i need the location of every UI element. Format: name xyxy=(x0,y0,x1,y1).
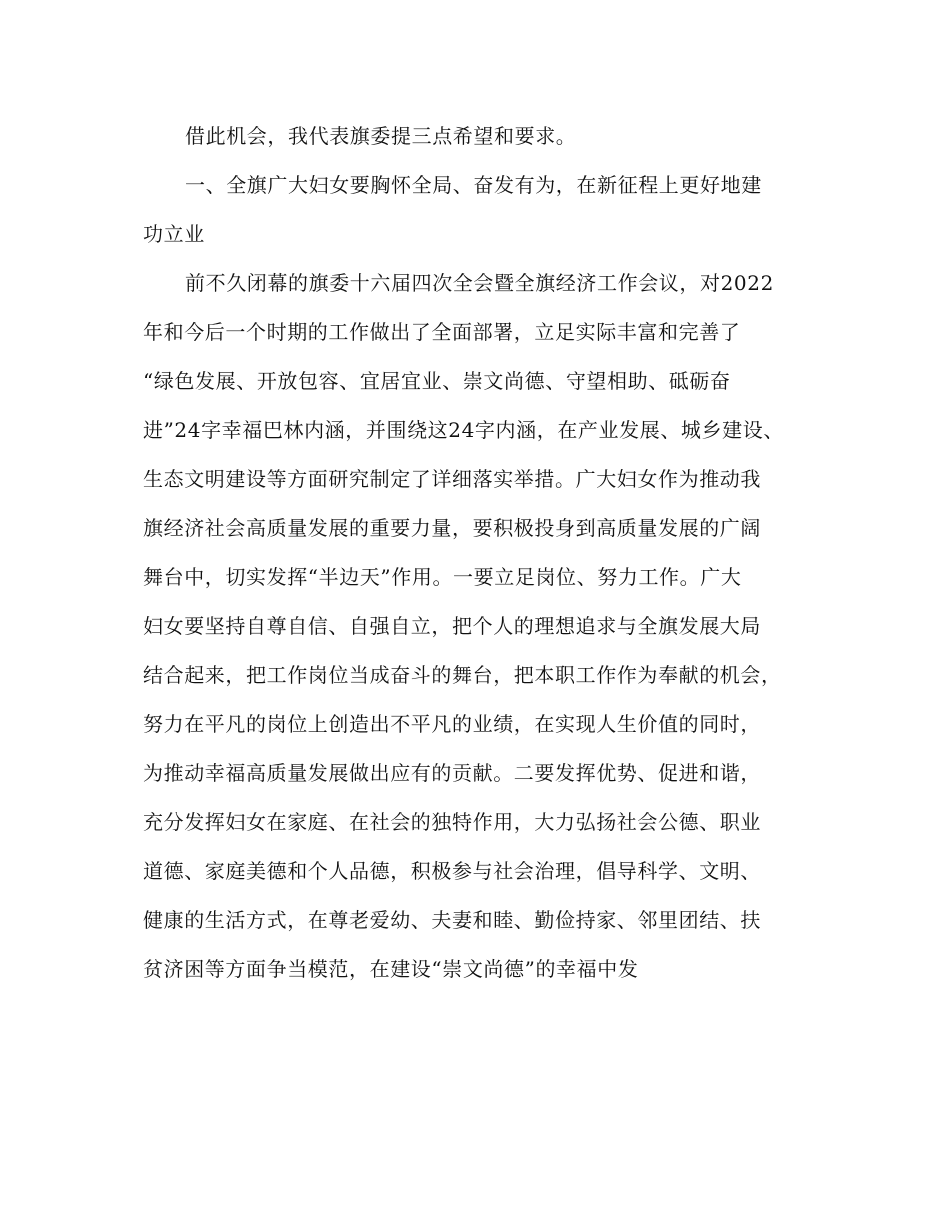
paragraph-line: 健康的生活方式，在尊老爱幼、夫妻和睦、勤俭持家、邻里团结、扶 xyxy=(143,908,761,932)
paragraph-line: 努力在平凡的岗位上创造出不平凡的业绩，在实现人生价值的同时， xyxy=(143,712,761,736)
paragraph-line: 舞台中，切实发挥“半边天”作用。一要立足岗位、努力工作。广大 xyxy=(143,565,742,589)
paragraph-opening-line: 借此机会，我代表旗委提三点希望和要求。 xyxy=(185,124,577,148)
section-heading-line: 一、全旗广大妇女要胸怀全局、奋发有为，在新征程上更好地建 xyxy=(185,173,762,197)
paragraph-line: 生态文明建设等方面研究制定了详细落实举措。广大妇女作为推动我 xyxy=(143,467,761,491)
section-heading-line: 功立业 xyxy=(143,222,205,246)
paragraph-line: 旗经济社会高质量发展的重要力量，要积极投身到高质量发展的广阔 xyxy=(143,516,761,540)
document-body xyxy=(143,112,843,994)
paragraph-line: 结合起来，把工作岗位当成奋斗的舞台，把本职工作作为奉献的机会， xyxy=(143,663,782,687)
paragraph-line: 前不久闭幕的旗委十六届四次全会暨全旗经济工作会议，对2022 xyxy=(185,271,774,295)
paragraph-line: 为推动幸福高质量发展做出应有的贡献。二要发挥优势、促进和谐， xyxy=(143,761,761,785)
paragraph-line: 道德、家庭美德和个人品德，积极参与社会治理，倡导科学、文明、 xyxy=(143,859,761,883)
paragraph-line: 充分发挥妇女在家庭、在社会的独特作用，大力弘扬社会公德、职业 xyxy=(143,810,761,834)
paragraph-line: 进”24字幸福巴林内涵，并围绕这24字内涵，在产业发展、城乡建设、 xyxy=(143,418,784,442)
paragraph-line: 贫济困等方面争当模范，在建设“崇文尚德”的幸福中发 xyxy=(143,957,639,981)
paragraph-line: “绿色发展、开放包容、宜居宜业、崇文尚德、守望相助、砥砺奋 xyxy=(143,369,731,393)
paragraph-line: 年和今后一个时期的工作做出了全面部署，立足实际丰富和完善了 xyxy=(143,320,741,344)
paragraph-line: 妇女要坚持自尊自信、自强自立，把个人的理想追求与全旗发展大局 xyxy=(143,614,761,638)
